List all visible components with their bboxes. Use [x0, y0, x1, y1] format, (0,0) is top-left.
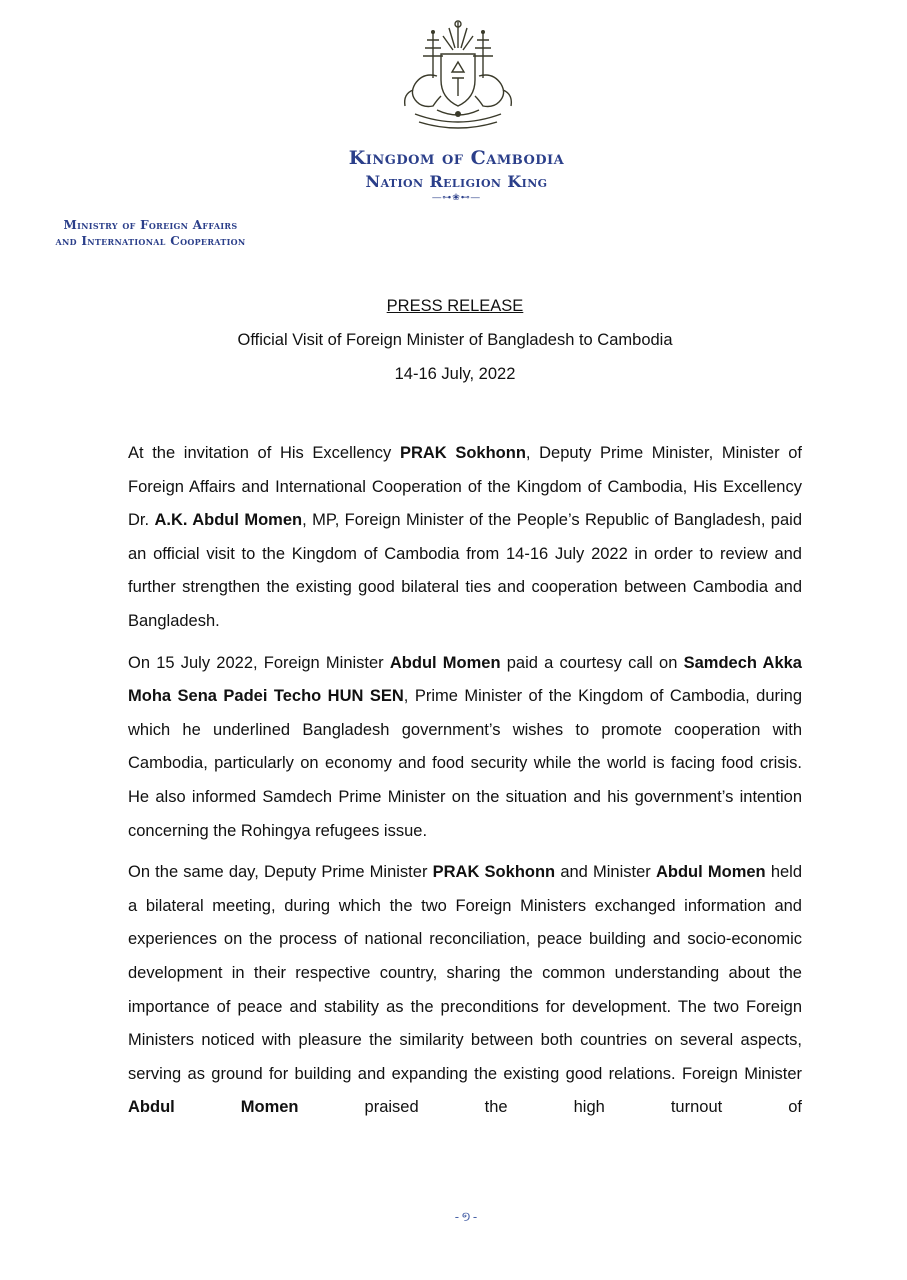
paragraph-3: On the same day, Deputy Prime Minister PRAK Sokhonn and Minister Abdul Momen held a bilateral meeting, during which the two Foreign Ministers exchanged information and experiences on the process of national reconciliation, peace building and socio-economic development in their respective country, sharing the common understanding about the importance of peace and stability as the preconditions for development. The two Foreign Ministers noticed with pleasure the similarity between both countries on several aspects, serving as ground for building and expanding the existing good relations. Foreign Minister Abdul Momen praised the high turnout of: [128, 863, 803, 1117]
press-release-dates: 14-16 July, 2022: [394, 365, 516, 383]
ministry-name-line-1: Ministry of Foreign Affairs: [63, 218, 238, 232]
ornamental-divider: —⊶❀⊷—: [432, 192, 481, 202]
paragraph-1: At the invitation of His Excellency PRAK Sokhonn, Deputy Prime Minister, Minister of Foreign Affairs and International Cooperation of the Kingdom of Cambodia, His Excellency Dr. A.K. Abdul Momen, MP, Foreign Minister of the People’s Republic of Bangladesh, paid an official visit to the Kingdom of Cambodia from 14-16 July 2022 in order to review and further strengthen the existing good bilateral ties and cooperation between Cambodia and Bangladesh.: [128, 444, 802, 630]
kingdom-title: Kingdom of Cambodia: [348, 147, 565, 169]
press-release-body: [128, 437, 802, 1133]
paragraph-2: On 15 July 2022, Foreign Minister Abdul Momen paid a courtesy call on Samdech Akka Moha Sena Padei Techo HUN SEN, Prime Minister of the Kingdom of Cambodia, during which he underlined Bangladesh government’s wishes to promote cooperation with Cambodia, particularly on economy and food security while the world is facing food crisis. He also informed Samdech Prime Minister on the situation and his government’s intention concerning the Rohingya refugees issue.: [128, 653, 803, 840]
press-release-subject: Official Visit of Foreign Minister of Bangladesh to Cambodia: [237, 331, 673, 349]
kingdom-motto: Nation Religion King: [365, 172, 548, 191]
ministry-name-line-2: and International Cooperation: [55, 234, 246, 248]
press-release-title: PRESS RELEASE: [386, 297, 524, 315]
page-number: -១-: [454, 1209, 480, 1224]
royal-coat-of-arms-emblem: [397, 18, 519, 133]
